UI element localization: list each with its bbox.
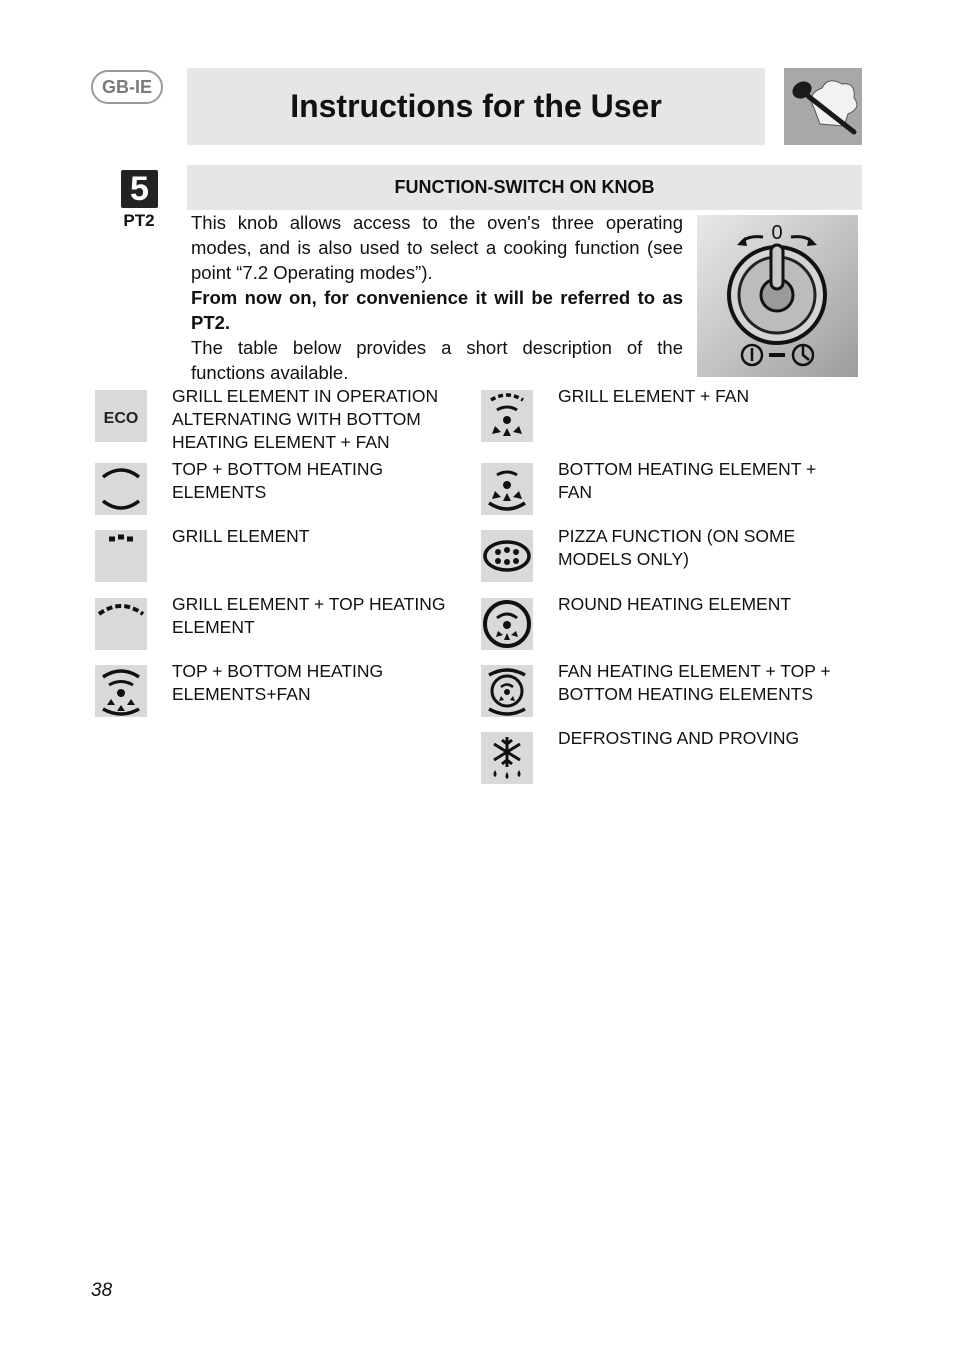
defrosting-snowflake-icon	[481, 732, 533, 784]
function-label: ROUND HEATING ELEMENT	[558, 594, 792, 614]
language-badge-text: GB-IE	[101, 76, 152, 97]
section-bar	[187, 165, 862, 210]
section-number: 5	[121, 170, 158, 208]
eco-icon	[95, 390, 147, 442]
top-bottom-fan-icon	[95, 665, 147, 717]
function-label: GRILL ELEMENT + FAN	[558, 386, 750, 406]
pizza-function-icon	[481, 530, 533, 582]
function-label: TOP + BOTTOM HEATING ELEMENTS	[172, 459, 384, 502]
intro-paragraph-table: The table below provides a short description of the functions available.	[191, 337, 683, 383]
knob-zero-label: 0	[771, 222, 783, 244]
function-label: TOP + BOTTOM HEATING ELEMENTS+FAN	[172, 661, 384, 704]
page-title: Instructions for the User	[290, 88, 662, 124]
bottom-heating-fan-icon	[481, 463, 533, 515]
grill-top-heating-icon	[95, 598, 147, 650]
top-bottom-heating-icon	[95, 463, 147, 515]
round-heating-element-icon	[481, 598, 533, 650]
function-label: DEFROSTING AND PROVING	[558, 728, 800, 748]
grill-fan-icon	[481, 390, 533, 442]
grill-element-icon	[95, 530, 147, 582]
function-label: PIZZA FUNCTION (ON SOME MODELS ONLY)	[558, 526, 796, 569]
chef-hat-spoon-icon	[784, 68, 862, 145]
section-title: FUNCTION-SWITCH ON KNOB	[394, 177, 655, 197]
language-badge	[91, 70, 163, 104]
function-label: BOTTOM HEATING ELEMENT + FAN	[558, 459, 817, 502]
header-bar	[187, 68, 765, 145]
fan-heating-top-bottom-icon	[481, 665, 533, 717]
function-label: GRILL ELEMENT IN OPERATION ALTERNATING WITH BOTTOM HEATING ELEMENT + FAN	[172, 386, 439, 452]
svg-text:ECO: ECO	[103, 410, 139, 427]
section-code: PT2	[123, 211, 155, 230]
function-label: GRILL ELEMENT + TOP HEATING ELEMENT	[172, 594, 446, 637]
function-knob-icon	[697, 215, 858, 377]
function-label: FAN HEATING ELEMENT + TOP + BOTTOM HEATING ELEMENTS	[558, 661, 831, 704]
intro-paragraph: This knob allows access to the oven's three operating modes, and is also used to select a cooking function (see point “7.2 Operating modes”).	[191, 212, 683, 283]
page-number: 38	[91, 1280, 113, 1301]
intro-text	[191, 210, 683, 385]
intro-bold-paragraph: From now on, for convenience it will be referred to as PT2.	[191, 287, 683, 333]
function-label: GRILL ELEMENT	[172, 526, 310, 546]
